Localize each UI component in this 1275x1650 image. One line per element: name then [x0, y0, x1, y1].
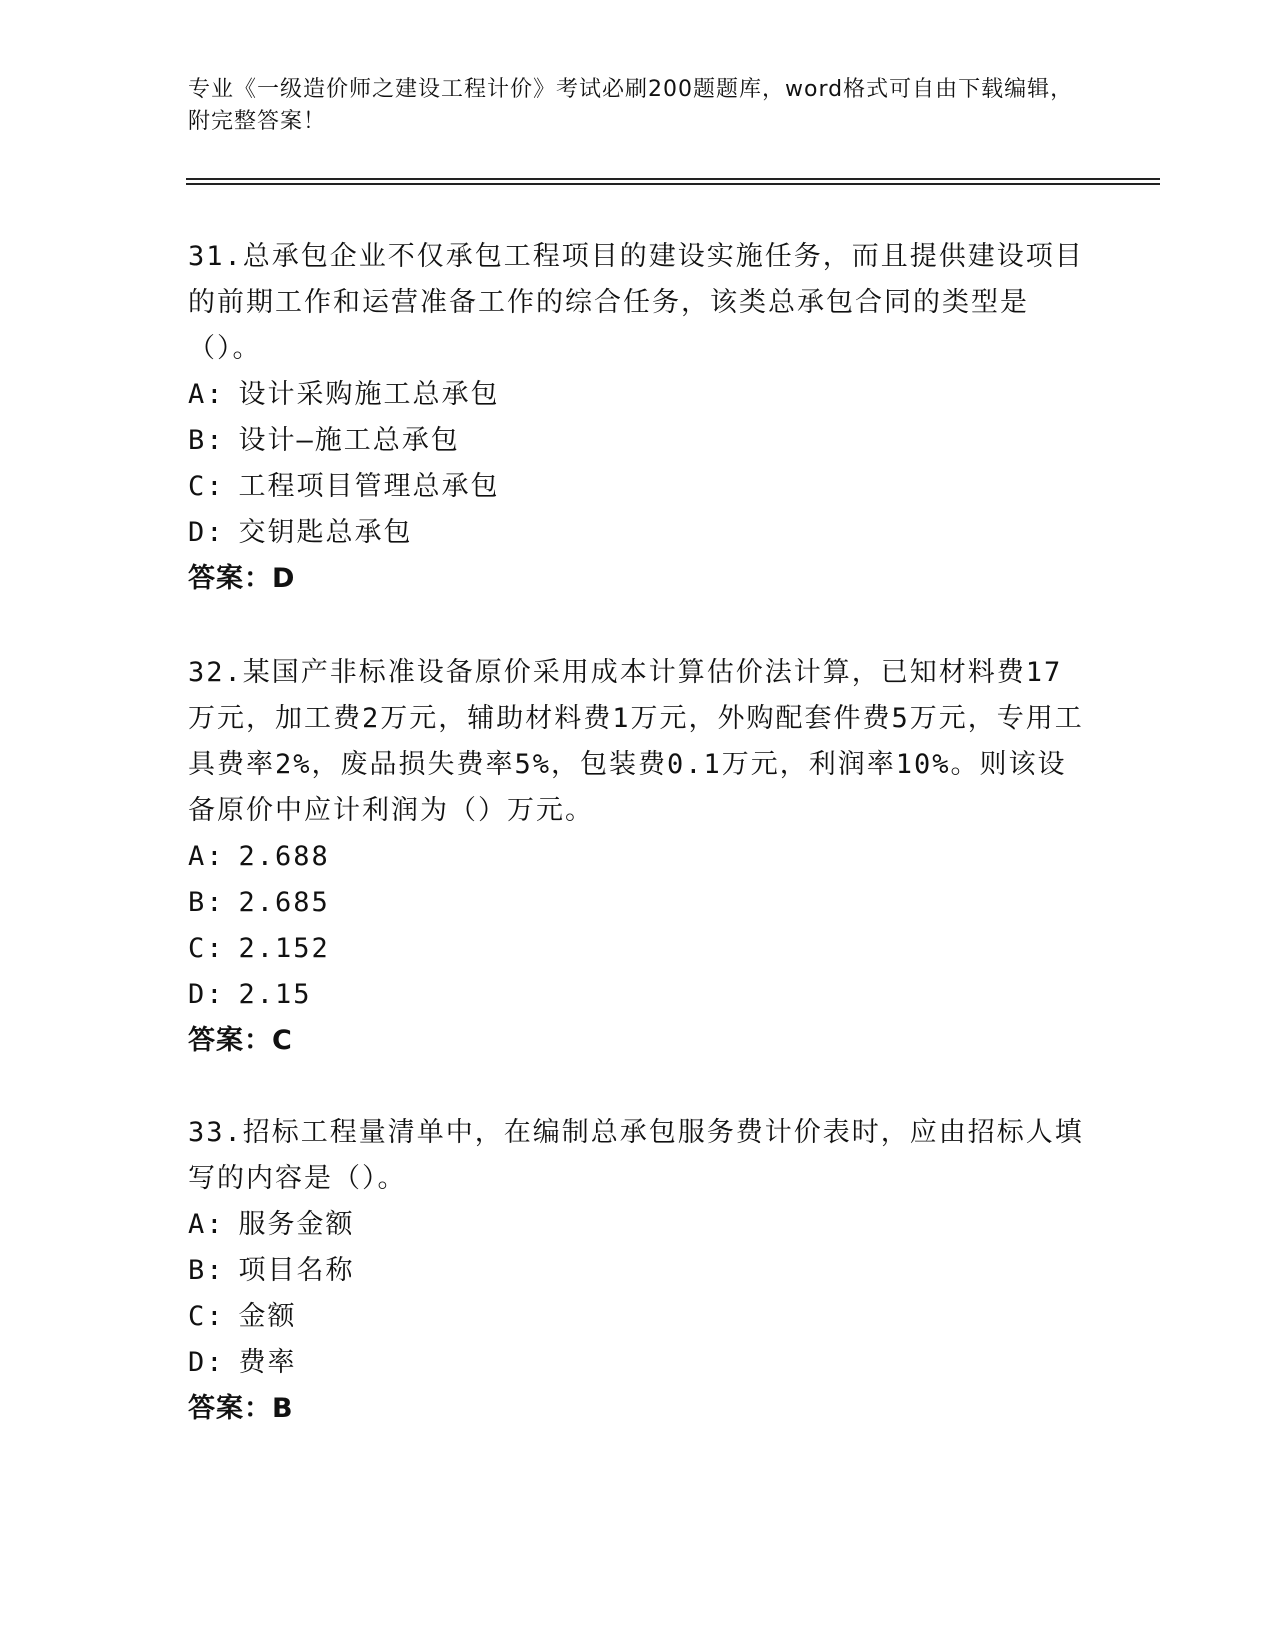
option-separator: : [206, 425, 225, 456]
question-32 [188, 650, 1088, 1064]
option-key: D [188, 1347, 207, 1378]
question-31 [188, 234, 1088, 602]
header-divider-bottom [186, 183, 1160, 185]
option-separator: : [206, 1347, 225, 1378]
option-separator: : [206, 979, 225, 1010]
answer-label: 答案：D [188, 563, 296, 594]
option-key: C [188, 933, 207, 964]
option-text: 服务金额 [238, 1209, 355, 1240]
option-text: 项目名称 [238, 1255, 355, 1286]
question-stem: 32.某国产非标准设备原价采用成本计算估价法计算，已知材料费17万元，加工费2万元，辅助材料费1万元，外购配套件费5万元，专用工具费率2%，废品损失费率5%，包装费0.1万元，利润率10%。则该设备原价中应计利润为（）万元。 [188, 657, 1084, 826]
option-b [188, 880, 1088, 926]
option-c [188, 926, 1088, 972]
option-text: 工程项目管理总承包 [238, 471, 500, 502]
option-text: 2.15 [238, 979, 312, 1010]
option-text: 2.685 [238, 887, 330, 918]
option-text: 设计采购施工总承包 [238, 379, 500, 410]
option-separator: : [206, 841, 225, 872]
option-b [188, 1248, 1088, 1294]
option-text: 金额 [238, 1301, 297, 1332]
option-a [188, 1202, 1088, 1248]
question-33 [188, 1110, 1088, 1432]
option-text: 费率 [238, 1347, 297, 1378]
option-d [188, 972, 1088, 1018]
option-key: A [188, 1209, 207, 1240]
option-c [188, 464, 1088, 510]
answer-label: 答案：B [188, 1393, 294, 1424]
question-stem: 33.招标工程量清单中，在编制总承包服务费计价表时，应由招标人填写的内容是（）。 [188, 1117, 1084, 1194]
header-divider-top [186, 178, 1160, 180]
option-text: 设计—施工总承包 [238, 425, 460, 456]
option-key: B [188, 1255, 207, 1286]
option-separator: : [206, 471, 225, 502]
option-key: D [188, 517, 207, 548]
option-separator: : [206, 379, 225, 410]
option-b [188, 418, 1088, 464]
option-key: C [188, 471, 207, 502]
option-separator: : [206, 1301, 225, 1332]
option-text: 2.152 [238, 933, 330, 964]
option-text: 交钥匙总承包 [238, 517, 413, 548]
option-key: B [188, 425, 207, 456]
option-key: A [188, 379, 207, 410]
option-separator: : [206, 517, 225, 548]
option-key: D [188, 979, 207, 1010]
option-d [188, 510, 1088, 556]
option-key: A [188, 841, 207, 872]
option-a [188, 834, 1088, 880]
option-separator: : [206, 1209, 225, 1240]
option-separator: : [206, 933, 225, 964]
option-d [188, 1340, 1088, 1386]
answer-label: 答案：C [188, 1025, 293, 1056]
option-a [188, 372, 1088, 418]
document-header: 专业《一级造价师之建设工程计价》考试必刷200题题库，word格式可自由下载编辑，附完整答案！ [188, 77, 1074, 134]
option-c [188, 1294, 1088, 1340]
option-separator: : [206, 887, 225, 918]
question-stem: 31.总承包企业不仅承包工程项目的建设实施任务，而且提供建设项目的前期工作和运营准备工作的综合任务，该类总承包合同的类型是（）。 [188, 241, 1084, 364]
option-key: C [188, 1301, 207, 1332]
option-separator: : [206, 1255, 225, 1286]
option-key: B [188, 887, 207, 918]
option-text: 2.688 [238, 841, 330, 872]
